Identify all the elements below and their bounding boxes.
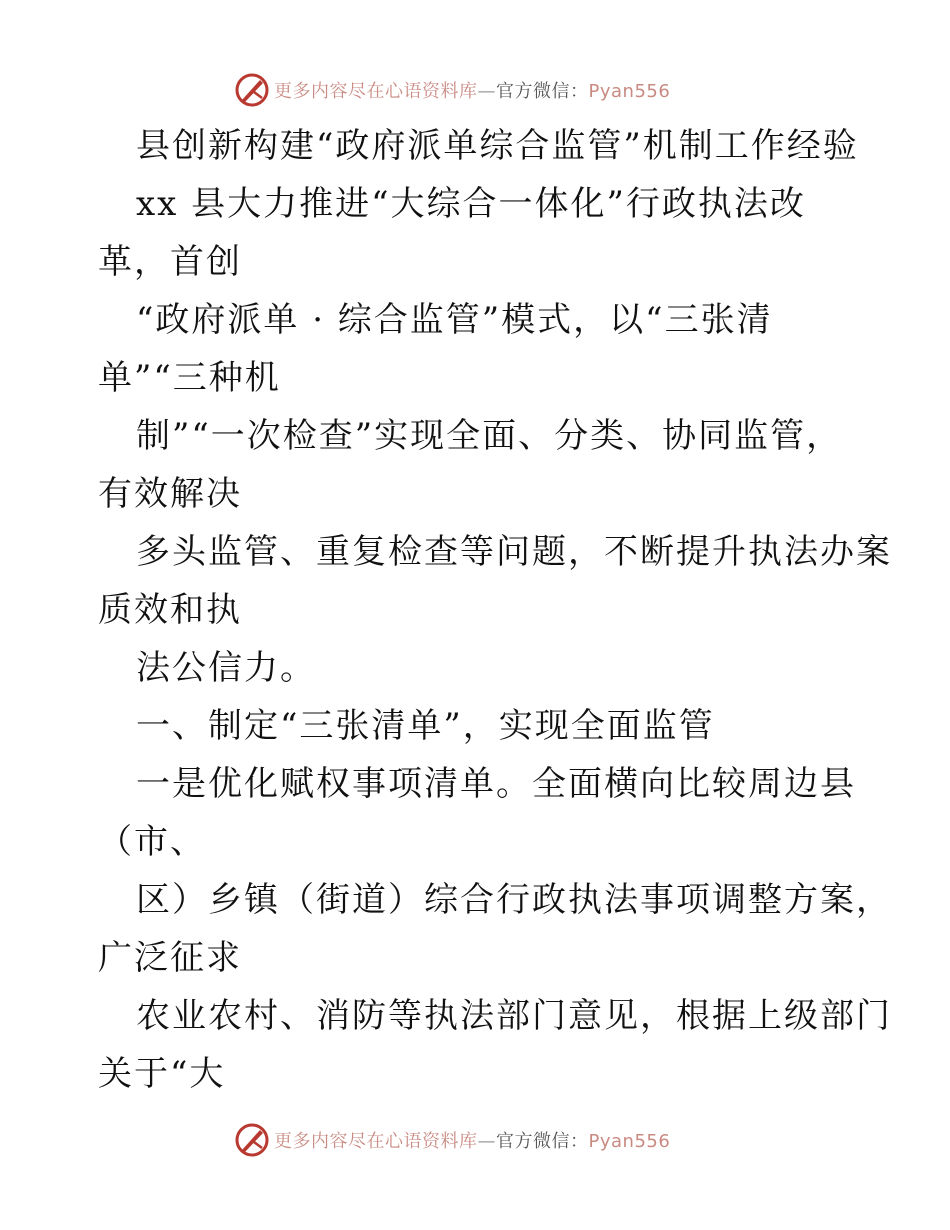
text-line: 关于“大: [98, 1054, 226, 1094]
text-line: 区）乡镇（街道）综合行政执法事项调整方案，: [136, 880, 892, 920]
text-line: 农业农村、消防等执法部门意见，根据上级部门: [136, 996, 892, 1036]
banner-brand: 更多内容尽在心语资料库: [274, 81, 478, 102]
text-line: （市、: [98, 822, 206, 862]
document-title: 县创新构建“政府派单综合监管”机制工作经验: [136, 126, 859, 166]
text-line: xx 县大力推进“大综合一体化”行政执法改: [136, 184, 806, 224]
footer-banner: [0, 1120, 950, 1160]
text-line: 广泛征求: [98, 938, 242, 978]
footer-banner-text: [274, 1127, 670, 1153]
text-line: 单”“三种机: [98, 358, 281, 398]
banner-dash: —: [477, 1131, 496, 1152]
text-line: 革，首创: [98, 242, 242, 282]
banner-wechat-label: 官方微信：: [496, 1131, 589, 1152]
section-heading: 一、制定“三张清单”，实现全面监管: [136, 706, 715, 746]
text-line: 法公信力。: [136, 648, 316, 688]
footer-banner-inner: [234, 1120, 670, 1160]
banner-brand: 更多内容尽在心语资料库: [274, 1131, 478, 1152]
text-line: “政府派单 · 综合监管”模式，以“三张清: [136, 300, 773, 340]
quill-circle-logo-icon: [234, 1122, 270, 1158]
text-line: 多头监管、重复检查等问题，不断提升执法办案: [136, 532, 892, 572]
text-line: 质效和执: [98, 590, 242, 630]
banner-wechat-id: Pyan556: [588, 1131, 671, 1152]
text-line: 一是优化赋权事项清单。全面横向比较周边县: [136, 764, 856, 804]
banner-wechat-id: Pyan556: [588, 81, 671, 102]
banner-wechat-label: 官方微信：: [496, 81, 589, 102]
text-line: 有效解决: [98, 474, 242, 514]
text-line: 制”“一次检查”实现全面、分类、协同监管，: [136, 416, 843, 456]
banner-dash: —: [477, 81, 496, 102]
